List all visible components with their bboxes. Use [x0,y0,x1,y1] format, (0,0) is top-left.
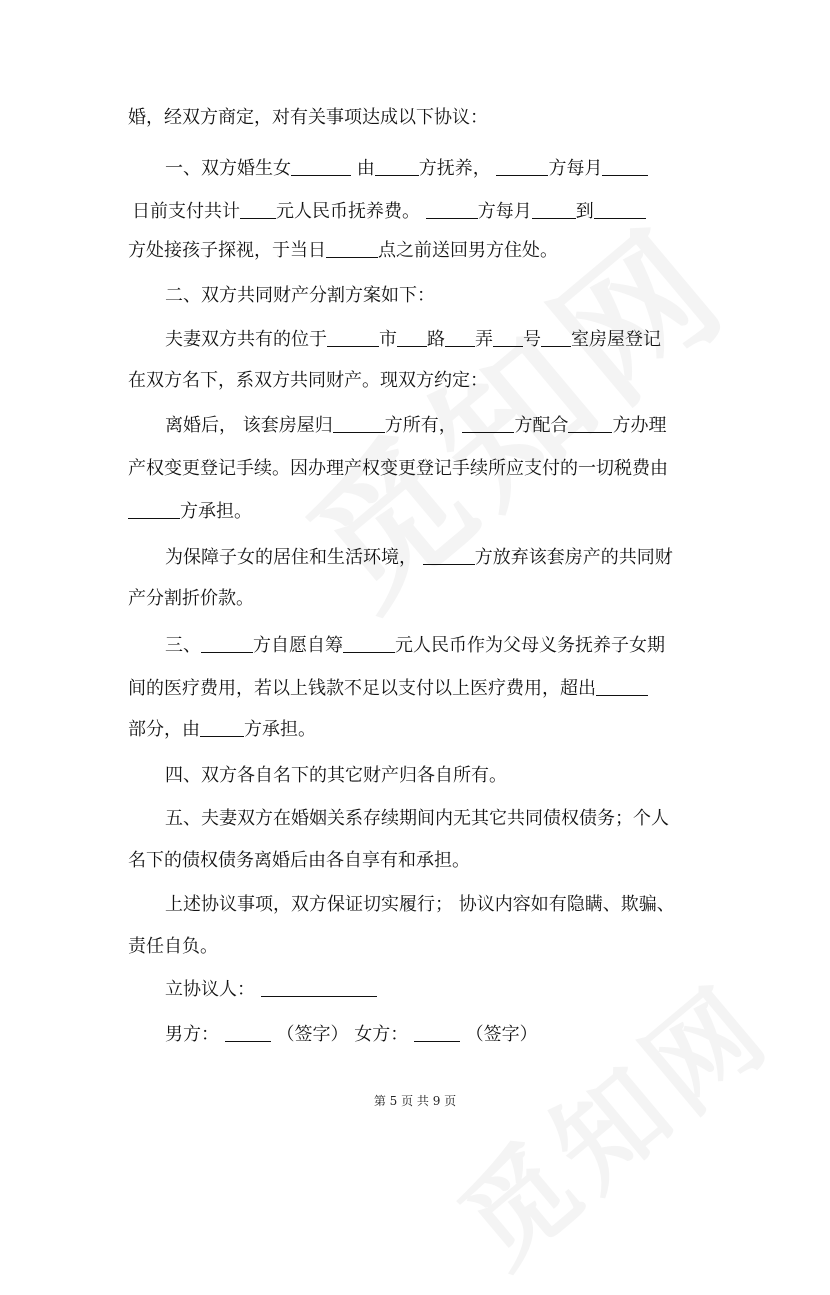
text-line: 产权变更登记手续。因办理产权变更登记手续所应支付的一切税费由 [128,458,668,479]
text-line: 在双方名下，系双方共同财产。现双方约定： [128,370,488,391]
blank-field [426,198,478,219]
blank-field [496,155,548,176]
blank-field [240,198,276,219]
text-line: 方承担。 [128,490,708,534]
blank-field [128,498,180,519]
text-line: 为保障子女的居住和生活环境， 方放弃该套房产的共同财 [165,536,710,580]
text-line: 立协议人： [165,968,710,1012]
blank-field [333,412,385,433]
blank-field [532,198,576,219]
text-line: 间的医疗费用，若以上钱款不足以支付以上医疗费用，超出 [128,667,708,711]
text-line: 名下的债权债务离婚后由各自享有和承担。 [128,850,470,871]
blank-field [541,326,571,347]
text-line: 夫妻双方共有的位于 市 路 弄 号 室房屋登记 [165,318,710,362]
blank-field [326,237,378,258]
text-line: 上述协议事项，双方保证切实履行； 协议内容如有隐瞒、欺骗、 [165,894,675,915]
signature-line: 男方： （签字） 女方： （签字） [165,1013,710,1057]
page-number: 第 5 页 共 9 页 [373,1094,457,1108]
blank-field [343,632,395,653]
text-line: 方处接孩子探视，于当日 点之前送回男方住处。 [128,229,708,273]
blank-field [596,675,648,696]
text-line: 部分，由 方承担。 [128,708,708,752]
blank-field [423,544,475,565]
blank-field [397,326,427,347]
text-line: 二、双方共同财产分割方案如下： [165,285,435,306]
blank-field [602,155,648,176]
text-line: 责任自负。 [128,936,218,957]
blank-field [493,326,523,347]
text-line: 日前支付共计 元人民币抚养费。 方每月 到 [132,190,712,234]
blank-field [291,155,351,176]
female-signature-field [414,1021,460,1042]
text-line: 产分割折价款。 [128,588,254,609]
blank-field [445,326,475,347]
blank-field [327,326,379,347]
blank-field [462,412,514,433]
blank-field [201,632,253,653]
signatory-blank-field [261,976,377,997]
text-line: 五、夫妻双方在婚姻关系存续期间内无其它共同债权债务；个人 [165,808,669,829]
text-line: 一、双方婚生女 由 方抚养， 方每月 [165,147,710,191]
blank-field [568,412,612,433]
text-line: 婚，经双方商定，对有关事项达成以下协议： [128,107,488,128]
text-line: 四、双方各自名下的其它财产归各自所有。 [165,765,507,786]
male-signature-field [225,1021,271,1042]
text-line: 三、 方自愿自筹 元人民币作为父母义务抚养子女期 [165,624,710,668]
blank-field [375,155,419,176]
text-line: 离婚后， 该套房屋归 方所有， 方配合 方办理 [165,404,710,448]
blank-field [200,716,244,737]
blank-field [594,198,646,219]
